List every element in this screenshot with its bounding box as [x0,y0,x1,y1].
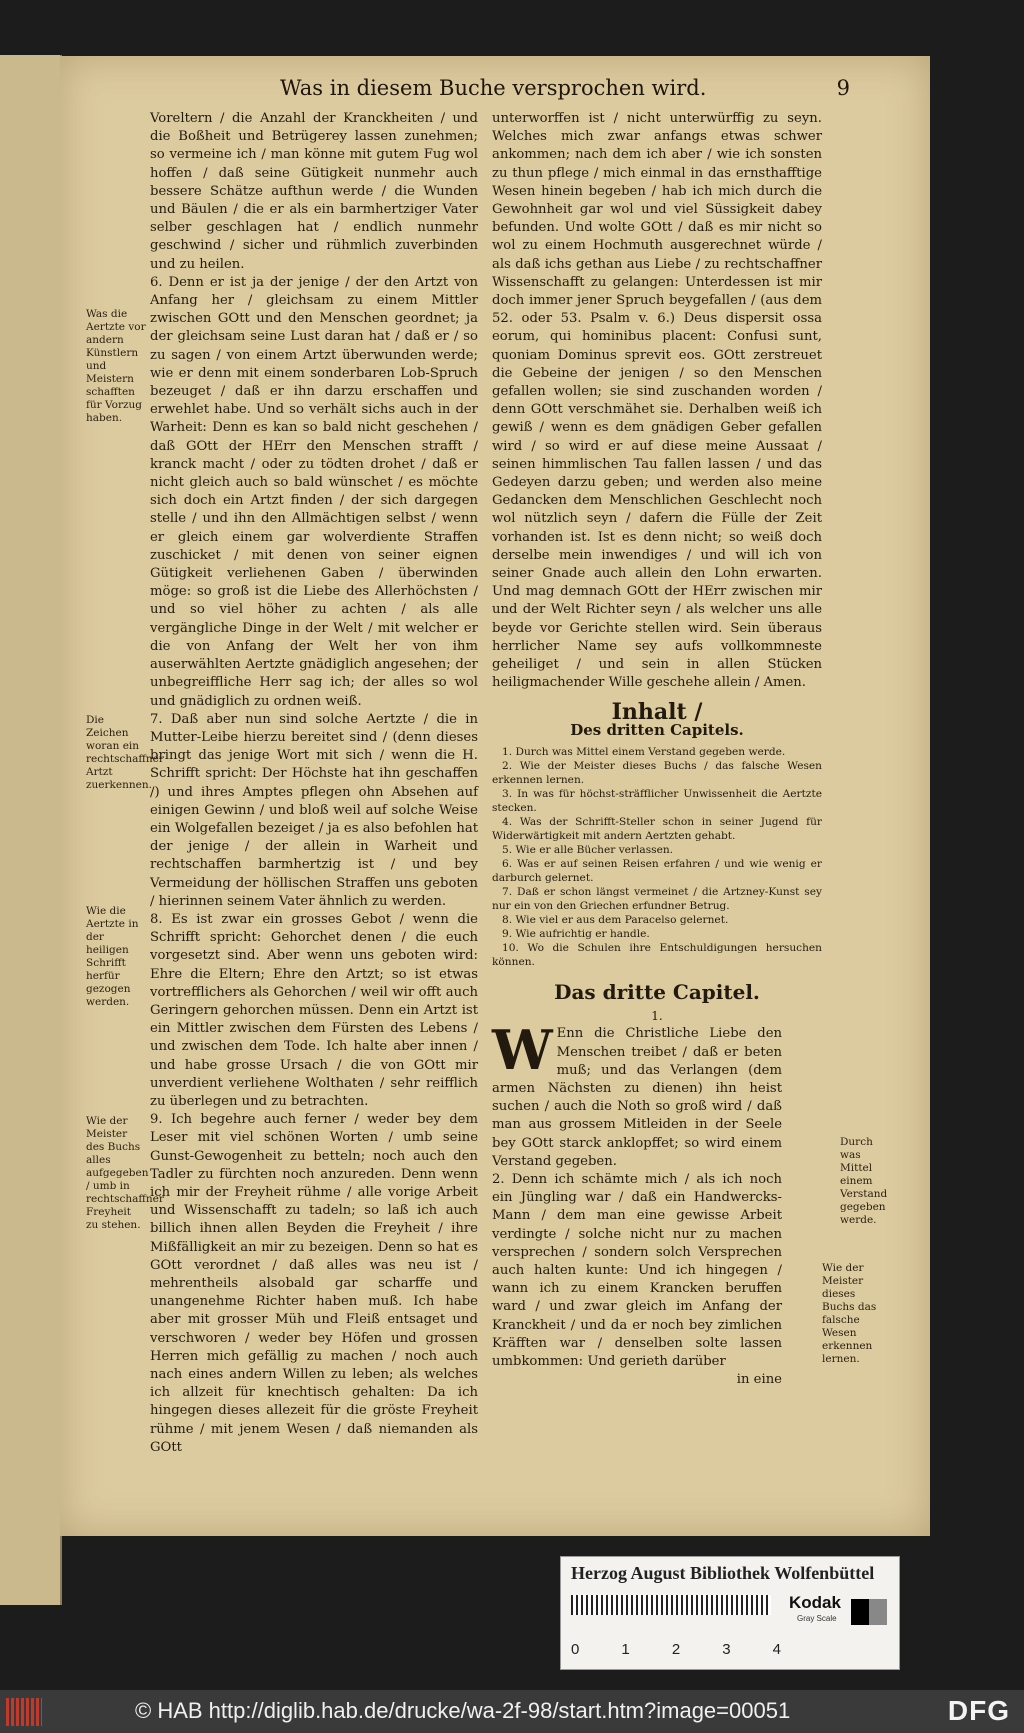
contents-title: Inhalt / [611,698,703,725]
contents-subtitle: Des dritten Capitels. [570,720,744,739]
contents-item: 2. Wie der Meister dieses Buchs / das falsche Wesen erkennen lernen. [492,759,822,786]
dfg-logo: DFG [947,1695,1010,1726]
contents-item: 9. Wie aufrichtig er handle. [502,927,650,940]
right-text-column [492,110,822,1389]
section-number: 1. [651,1009,663,1024]
running-head-title: Was in diesem Buche versprochen wird. [280,76,707,100]
contents-item: 6. Was er auf seinen Reisen erfahren / und wie wenig er darburch gelernet. [492,857,822,884]
contents-item: 1. Durch was Mittel einem Verstand gegeben werde. [502,745,786,758]
margin-note-2: Die Zeichen woran ein rechtschaffner Artzt zuerkennen. [86,714,164,791]
scale-tick: 3 [722,1641,731,1658]
viewer-footer [0,1690,1024,1733]
scale-tick: 1 [621,1641,630,1658]
chapter-paragraph-2: 2. Denn ich schämte mich / als ich noch ein Jüngling war / daß ein Handwercks-Mann / dem man eine gewisse Arbeit verdingte / solche nicht nur zu machen versprechen / sondern solch Versprechen auch halten kunte: Und ich hingegen / wann ich zu einem Krancken beruffen ward / und zwar gleich im Anfang der Kranckheit / und da er noch bey zimlichen Kräfften war / denselben solte lassen umbkommen: Und gerieth darüber [492,1171,782,1369]
library-name: Herzog August Bibliothek Wolfenbüttel [571,1563,875,1583]
contents-item: 8. Wie viel er aus dem Paracelso gelernet. [502,913,729,926]
paragraph: Voreltern / die Anzahl der Kranckheiten / und die Boßheit und Betrügerey lassen zunehmen; so vermeine ich / man könne mit gutem Fug wol hoffen / daß seine Gütigkeit nunmehr auch bessere Schätze aufthun werde / die Wunden und Bäulen / die er als ein barmhertziger Vater selber geschlagen hat / endlich nunmehr geschwind / sicher und rühmlich zuverbinden und zu heilen. [150,111,478,272]
scale-tick: 4 [772,1641,781,1658]
contents-list [492,745,822,969]
paragraph: 8. Es ist zwar ein grosses Gebot / wenn die Schrifft spricht: Gehorchet denen / die euch vorgesetzt sind. Aber wenn uns geboten wird: Ehre die Eltern; Ehre den Artzt; so ist etwas vortrefflichers als Gehorchen / weil wir offt auch Geringern gehorchen müssen. Denn ein Artzt ist ein Mittler zwischen dem Fürsten des Lebens / und zwischen dem Tode. Ich halte aber innen / und habe grosse Ursach / die von GOtt mir unverdient verliehene Wolthaten / sehr reifflich zu überlegen und zu betrachten. [150,911,478,1109]
running-head [280,76,850,100]
contents-item: 10. Wo die Schulen ihre Entschuldigungen hersuchen können. [492,941,822,968]
chapter-paragraph-1: Enn die Christliche Liebe den Menschen treibet / daß er beten muß; und das Verlangen (dem armen Nächsten zu dienen) ihn heist suchen / auch die Noth so groß wird / daß man aus grossem Mitleiden in der Seele bey GOtt starck anklopffet; so wird einem Verstand gegeben. [492,1026,782,1169]
gray-scale-bar [571,1595,771,1615]
margin-note-1: Was die Aertzte vor andern Künstlern und Meistern schafften für Vorzug haben. [86,308,146,424]
drop-capital: W [492,1018,553,1083]
paragraph: 7. Daß aber nun sind solche Aertzte / die in Mutter-Leibe hierzu bereitet sind / (denn dieses bringt das jenige Wort mit sich / wenn die H. Schrifft spricht: Der Höchste hat ihn geschaffen /) und ihres Amptes pflegen ohn Absehen auf einigen Gewinn / und bloß weil auf solche Weise ein Wolgefallen bezeiget / ja es also befohlen hat der jenige / der allein in Warheit und rechtschaffen barmhertzig ist / und bey Vermeidung der höllischen Straffen uns geboten / hierinnen seinem Vater ähnlich zu werden. [150,711,478,909]
paragraph: 9. Ich begehre auch ferner / weder bey dem Leser mit viel schönen Worten / umb seine Gunst-Gewogenheit zu betteln; noch auch den Tadler zu fürchten noch anzureden. Denn wenn ich mir der Freyheit rühme / alle vorige Arbeit und Wissenschafft zu tadeln; so laß ich auch billich ihnen allen Beyden die Freyheit / ihre Mißfälligkeit an mir zu bezeigen. Denn so hat es GOtt verordnet / daß alles was neu ist / mehrentheils alsobald gar scharffe und unangenehme Richter haben muß. Ich habe aber mit grosser Müh und Fleiß entsaget und verschworen / weder bey Höfen und grossen Herren mich gefällig zu machen / noch auch nach eines andern Willen zu leben; als welches ich allzeit für knechtisch gehalten: Da ich hingegen dieses allezeit für die gröste Freyheit rühme / mit jenem Wesen / daß niemanden als GOtt [150,1112,478,1455]
scale-tick: 2 [671,1641,681,1658]
contents-item: 4. Was der Schrifft-Steller schon in seiner Jugend für Widerwärtigkeit mit andern Aertzten gehabt. [492,815,822,842]
contents-item: 7. Daß er schon längst vermeinet / die Artzney-Kunst sey nur ein von den Griechen erfundner Betrug. [492,885,822,912]
color-swatch [851,1599,887,1625]
margin-note-right-1: Durch was Mittel einem Verstand gegeben werde. [840,1136,888,1226]
source-url-link[interactable]: © HAB http://diglib.hab.de/drucke/wa-2f-98/start.htm?image=00051 [135,1698,791,1723]
contents-item: 3. In was für höchst-sträfflicher Unwissenheit die Aertzte stecken. [492,787,822,814]
page-number: 9 [836,76,850,100]
paragraph: unterworffen ist / nicht unterwürffig zu seyn. Welches mich zwar anfangs etwas schwer ankommen; nach dem ich aber / wie ich sonsten zu thun pflege / mich einmal in das ernsthafftige Wesen hinein begeben / hab ich mich durch die Gewohnheit gar wol und viel Süssigkeit dabey befunden. Und wolte GOtt / daß es mir nicht so wol zu einem Hochmuth ausgerechnet würde / als daß ichs gethan aus Liebe / zu rechtschaffner Wissenschafft zu gelangen: Unterdessen ist mir doch immer jener Spruch beygefallen / (aus dem 52. oder 53. Psalm v. 6.) Deus dispersit ossa eorum, qui hominibus placent: Confusi sunt, quoniam Dominus sprevit eos. GOtt zerstreuet die Gebeine der jenigen / so den Menschen gefallen wollen; sie sind zuschanden worden / denn GOtt verschmähet sie. Derhalben weiß ich gewiß / wenn es dem gnädigen Geber gefallen wird / so wird er auf diese meine Aussaat / seinen himmlischen Tau fallen lassen / und das Gedeyen darzu geben; und werden also meine Gedancken dem Menschlichen Geschlecht noch wol nützlich seyn / dafern die Fülle der Zeit vorhanden ist. Ist es denn nicht; so weiß doch derselbe mein inwendiges / und will ich von seiner Gnade auch allein den Lohn erwarten. Und mag demnach GOtt der HErr zwischen mir und der Welt Richter seyn / als welcher uns alle beyde vor Gerichte stellen wird. Sein überaus herrlicher Name sey aufs vollkommneste geheiliget / und sein in allen Stücken heiligmachender Wille geschehe allein / Amen. [492,111,822,691]
catchword: in eine [736,1372,782,1388]
left-text-column [150,110,478,1457]
gray-scale-label: Gray Scale [797,1614,837,1623]
left-page-edge [0,55,62,1605]
margin-note-3: Wie die Aertzte in der heiligen Schrifft herfür gezogen werden. [86,905,139,1008]
paragraph: 6. Denn er ist ja der jenige / der den Artzt von Anfang her / gleichsam zu einem Mittler zwischen GOtt und den Menschen geordnet; ja der gleichsam seine Lust daran hat / daß er / so zu sagen / von einem Artzt überwunden werde; wie er denn mit einem sonderbaren Lob-Spruch bezeuget / daß er ihn darzu erschaffen und erwehlet habe. Und so verhält sichs auch in der Warheit: Denn es kan so bald nicht geschehen / daß GOtt der HErr den Menschen strafft / kranck macht / oder zu tödten drohet / daß er nicht gleich auch so bald wünschet / es möchte sich doch ein Artzt finden / der sich dargegen stelle / und ihn den Allmächtigen selbst / wenn er gleich einem gar wolverdiente Straffen zuschicket / mit denen von seiner eignen Gütigkeit verliehenen Gaben / überwinden möge: so groß ist die Liebe des Allerhöchsten / und so viel höher zu achten / als alle vergängliche Dinge in der Welt / mit welcher er die von Anfang der Welt her von ihm auserwählten Aertzte gnädiglich angesehen; der unbegreiffliche Herr sag ich; der alles so wol und gnädiglich zu ordnen weiß. [150,274,478,709]
margin-note-right-2: Wie der Meister dieses Buchs das falsche Wesen erkennen lernen. [822,1262,877,1365]
chapter-title: Das dritte Capitel. [554,979,760,1004]
scale-ruler [571,1641,781,1658]
scale-tick: 0 [571,1641,580,1658]
hab-logo-icon [6,1698,42,1726]
contents-item: 5. Wie er alle Bücher verlassen. [502,843,674,856]
library-color-target [560,1556,900,1670]
kodak-logo: Kodak [789,1593,841,1612]
margin-note-4: Wie der Meister des Buchs alles aufgegeben / umb in rechtschaffner Freyheit zu stehen. [86,1115,164,1231]
